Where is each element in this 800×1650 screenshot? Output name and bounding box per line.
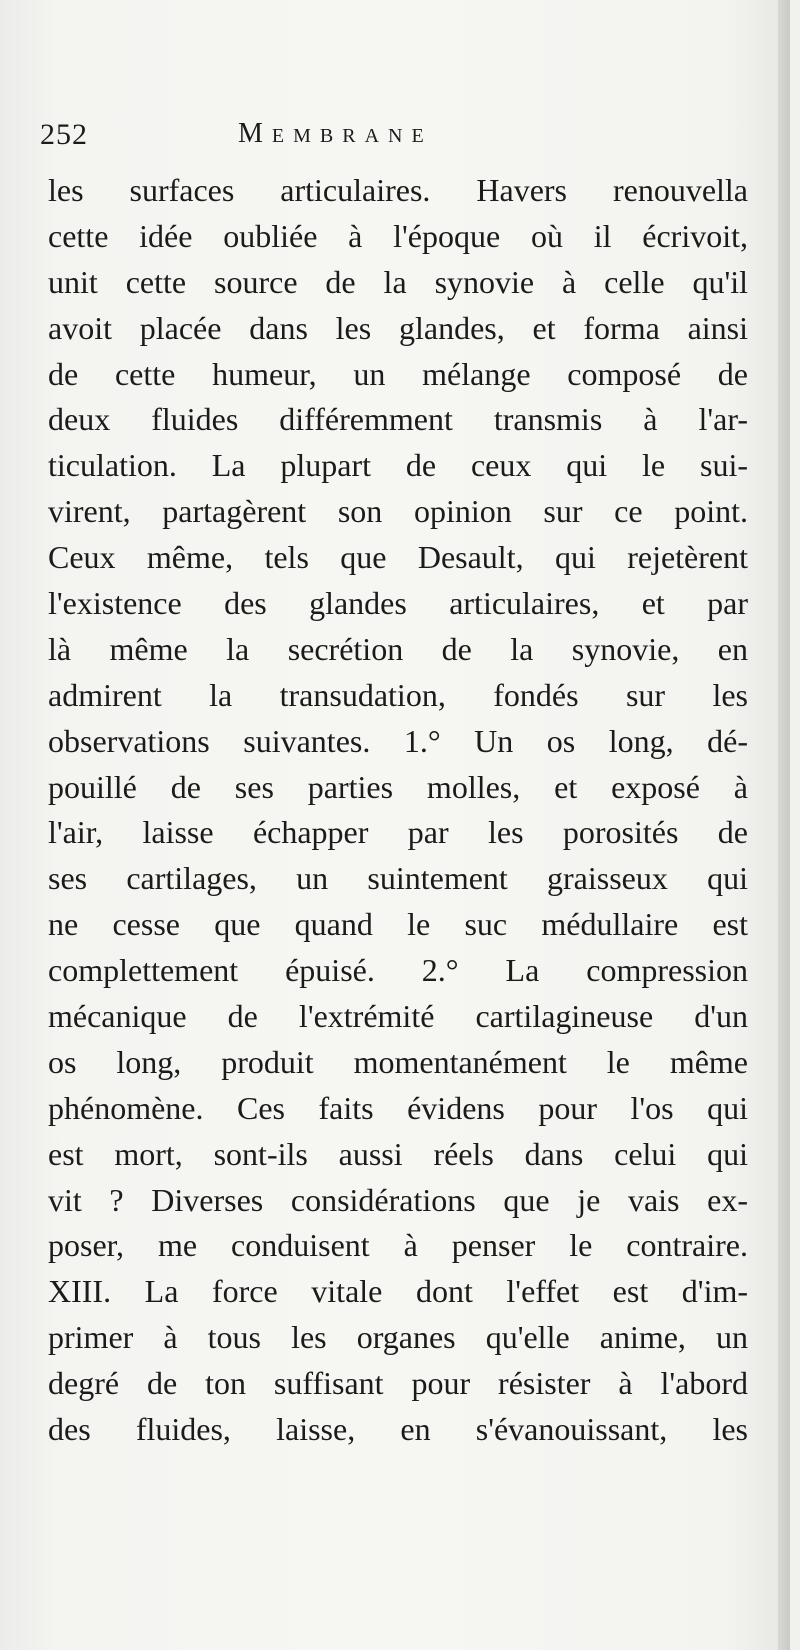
running-title: Membrane: [238, 118, 433, 149]
text-line: pouillé de ses parties molles, et exposé à: [48, 768, 748, 805]
text-line: des fluides, laisse, en s'évanouissant, les: [48, 1411, 748, 1448]
text-line: poser, me conduisent à penser le contraire.: [48, 1227, 748, 1264]
page-edge: [778, 0, 790, 1650]
text-line: vit ? Diverses considérations que je vais ex-: [48, 1181, 748, 1218]
page-number: 252: [40, 118, 88, 151]
text-line: os long, produit momentanément le même: [48, 1043, 748, 1080]
running-head: [40, 118, 740, 158]
text-line: Ceux même, tels que Desault, qui rejetèrent: [48, 539, 748, 576]
text-line: est mort, sont-ils aussi réels dans celui qui: [48, 1135, 748, 1172]
text-line: là même la secrétion de la synovie, en: [48, 630, 748, 667]
text-line: ne cesse que quand le suc médullaire est: [48, 906, 748, 943]
text-line: degré de ton suffisant pour résister à l'abord: [48, 1365, 748, 1402]
text-line: l'existence des glandes articulaires, et par: [48, 585, 748, 622]
text-line: XIII. La force vitale dont l'effet est d'im-: [48, 1273, 748, 1310]
text-line: avoit placée dans les glandes, et forma ainsi: [48, 309, 748, 346]
text-line: deux fluides différemment transmis à l'ar-: [48, 401, 748, 438]
text-line: virent, partagèrent son opinion sur ce point.: [48, 493, 748, 530]
text-line: de cette humeur, un mélange composé de: [48, 355, 748, 392]
text-line: unit cette source de la synovie à celle qu'il: [48, 263, 748, 300]
text-line: phénomène. Ces faits évidens pour l'os qui: [48, 1089, 748, 1126]
body-text: [48, 168, 748, 1453]
text-line: ses cartilages, un suintement graisseux qui: [48, 860, 748, 897]
text-line: observations suivantes. 1.° Un os long, dé-: [48, 722, 748, 759]
text-line: complettement épuisé. 2.° La compression: [48, 952, 748, 989]
text-line: admirent la transudation, fondés sur les: [48, 676, 748, 713]
text-line: les surfaces articulaires. Havers renouvella: [48, 172, 748, 208]
text-line: cette idée oubliée à l'époque où il écrivoit,: [48, 217, 748, 254]
text-line: l'air, laisse échapper par les porosités de: [48, 814, 748, 851]
text-line: primer à tous les organes qu'elle anime, un: [48, 1319, 748, 1356]
text-line: mécanique de l'extrémité cartilagineuse d'un: [48, 998, 748, 1035]
text-line: ticulation. La plupart de ceux qui le sui-: [48, 447, 748, 484]
